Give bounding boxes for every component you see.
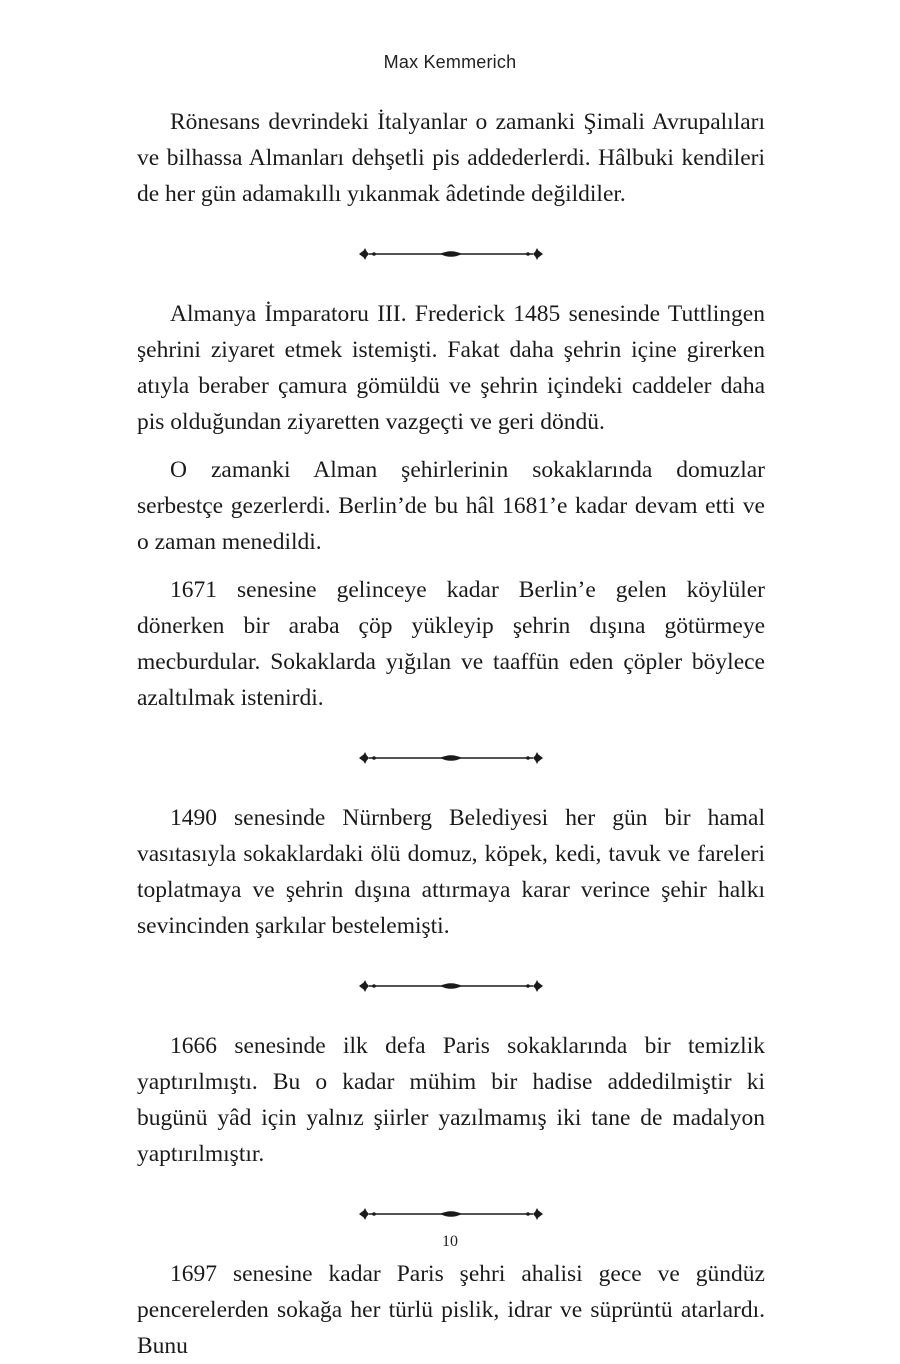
paragraph: 1490 senesinde Nürnberg Belediyesi her gün bir hamal vasıtasıyla sokaklardaki ölü domuz, köpek, kedi, tavuk ve fareleri toplatmaya ve şehrin dışına attırmaya karar verince şehir halkı sevincinden şarkılar bestelemişti. (137, 805, 765, 939)
page-body (137, 104, 765, 1364)
section-divider-ornament-icon (357, 750, 545, 766)
paragraph: Almanya İmparatoru III. Frederick 1485 senesinde Tuttlingen şehrini ziyaret etmek istemişti. Fakat daha şehrin içine girerken atıyla beraber çamura gömüldü ve şehrin içindeki caddeler daha pis olduğundan ziyaretten vazgeçti ve geri döndü. (137, 301, 765, 435)
section-divider-ornament-icon (357, 246, 545, 262)
paragraph: Rönesans devrindeki İtalyanlar o zamanki Şimali Avrupalıları ve bilhassa Almanları dehşetli pis addederlerdi. Hâlbuki kendileri de her gün adamakıllı yıkanmak âdetinde değildiler. (137, 109, 765, 207)
section-divider-ornament-icon (357, 1206, 545, 1222)
section-divider (137, 1196, 765, 1232)
paragraph: O zamanki Alman şehirlerinin sokaklarında domuzlar serbestçe gezerlerdi. Berlin’de bu hâl 1681’e kadar devam etti ve o zaman menedildi. (137, 457, 765, 555)
paragraph: 1697 senesine kadar Paris şehri ahalisi gece ve gündüz pencerelerden sokağa her türlü pislik, idrar ve süprüntü atarlardı. Bunu (137, 1261, 765, 1359)
section-divider-ornament-icon (357, 978, 545, 994)
paragraph: 1666 senesinde ilk defa Paris sokaklarında bir temizlik yaptırılmıştı. Bu o kadar mühim bir hadise addedilmiştir ki bugünü yâd için yalnız şiirler yazılmamış iki tane de madalyon yaptırılmıştır. (137, 1033, 765, 1167)
section-divider (137, 968, 765, 1004)
running-header: Max Kemmerich (383, 52, 517, 72)
page-number: 10 (442, 1233, 458, 1250)
section-divider (137, 740, 765, 776)
section-divider (137, 236, 765, 272)
paragraph: 1671 senesine gelinceye kadar Berlin’e gelen köylüler dönerken bir araba çöp yükleyip şehrin dışına götürmeye mecburdular. Sokaklarda yığılan ve taaffün eden çöpler böylece azaltılmak istenirdi. (137, 577, 765, 711)
